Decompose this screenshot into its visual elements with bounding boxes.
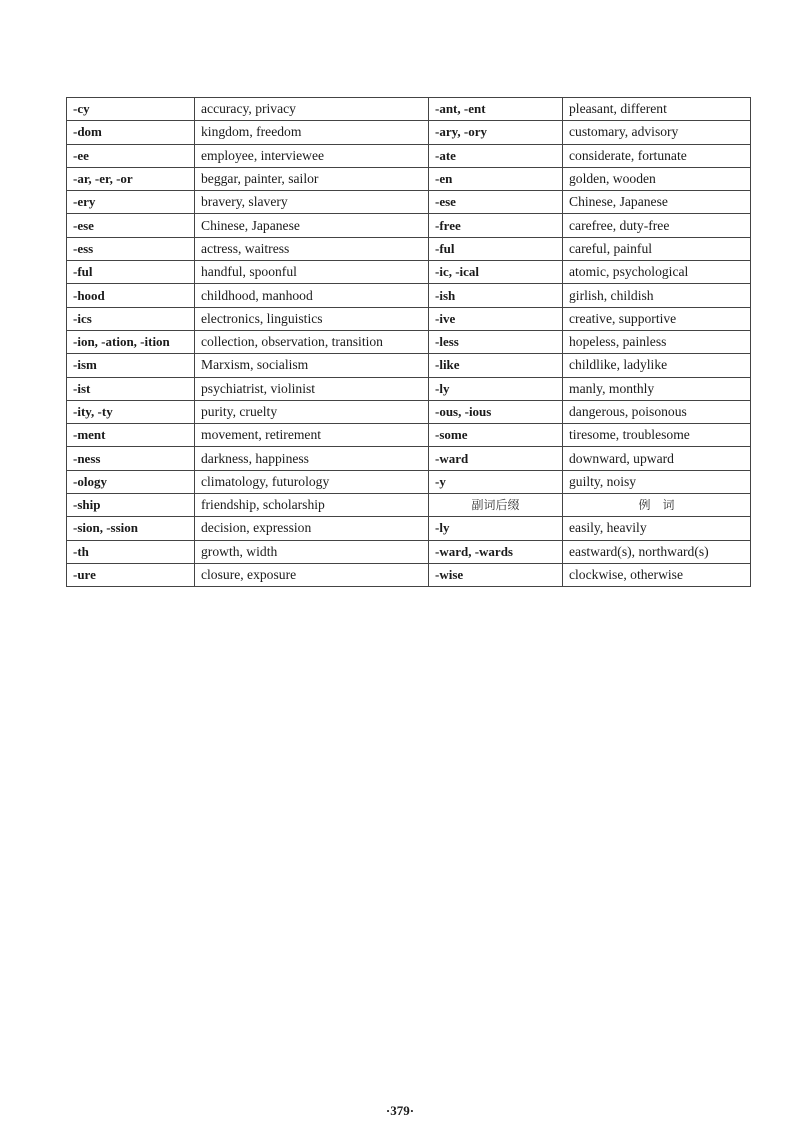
table-row xyxy=(67,330,751,353)
table-row xyxy=(67,214,751,237)
adjective-example-cell: careful, painful xyxy=(563,237,751,260)
adjective-suffix-cell: -less xyxy=(429,330,563,353)
adjective-example-cell: golden, wooden xyxy=(563,167,751,190)
table-row xyxy=(67,377,751,400)
page-number: ·379· xyxy=(385,1103,415,1118)
noun-suffix-cell: -dom xyxy=(67,121,195,144)
table-row xyxy=(67,167,751,190)
noun-example-cell: collection, observation, transition xyxy=(195,330,429,353)
noun-example-cell: employee, interviewee xyxy=(195,144,429,167)
adjective-suffix-cell: -some xyxy=(429,424,563,447)
suffix-table xyxy=(66,97,751,587)
table-row xyxy=(67,424,751,447)
noun-example-cell: Chinese, Japanese xyxy=(195,214,429,237)
noun-suffix-cell: -ness xyxy=(67,447,195,470)
noun-example-cell: psychiatrist, violinist xyxy=(195,377,429,400)
adjective-suffix-cell: -ish xyxy=(429,284,563,307)
table-row xyxy=(67,191,751,214)
table-row xyxy=(67,261,751,284)
adjective-suffix-cell: -ous, -ious xyxy=(429,400,563,423)
noun-suffix-cell: -ist xyxy=(67,377,195,400)
adverb-suffix-header: 副词后缀 xyxy=(429,494,563,517)
adjective-example-cell: eastward(s), northward(s) xyxy=(563,540,751,563)
noun-example-cell: accuracy, privacy xyxy=(195,98,429,121)
noun-suffix-cell: -ion, -ation, -ition xyxy=(67,330,195,353)
table-row xyxy=(67,447,751,470)
noun-example-cell: movement, retirement xyxy=(195,424,429,447)
adjective-suffix-cell: -ward, -wards xyxy=(429,540,563,563)
adjective-suffix-cell: -en xyxy=(429,167,563,190)
adjective-suffix-cell: -ful xyxy=(429,237,563,260)
noun-suffix-cell: -ess xyxy=(67,237,195,260)
adjective-example-cell: dangerous, poisonous xyxy=(563,400,751,423)
adjective-suffix-cell: -like xyxy=(429,354,563,377)
table-row xyxy=(67,517,751,540)
noun-example-cell: growth, width xyxy=(195,540,429,563)
noun-example-cell: darkness, happiness xyxy=(195,447,429,470)
noun-suffix-cell: -ship xyxy=(67,494,195,517)
adjective-suffix-cell: -ward xyxy=(429,447,563,470)
noun-suffix-cell: -th xyxy=(67,540,195,563)
adjective-suffix-cell: -ic, -ical xyxy=(429,261,563,284)
table-row xyxy=(67,540,751,563)
table-row xyxy=(67,144,751,167)
adjective-example-cell: clockwise, otherwise xyxy=(563,563,751,586)
table-row xyxy=(67,354,751,377)
adjective-example-cell: guilty, noisy xyxy=(563,470,751,493)
noun-example-cell: purity, cruelty xyxy=(195,400,429,423)
noun-example-cell: electronics, linguistics xyxy=(195,307,429,330)
adjective-example-cell: childlike, ladylike xyxy=(563,354,751,377)
adjective-example-cell: pleasant, different xyxy=(563,98,751,121)
noun-suffix-cell: -hood xyxy=(67,284,195,307)
adjective-example-cell: hopeless, painless xyxy=(563,330,751,353)
table-row xyxy=(67,494,751,517)
adjective-suffix-cell: -wise xyxy=(429,563,563,586)
example-words-header: 例 词 xyxy=(563,494,751,517)
noun-example-cell: kingdom, freedom xyxy=(195,121,429,144)
noun-suffix-cell: -ology xyxy=(67,470,195,493)
adjective-suffix-cell: -ant, -ent xyxy=(429,98,563,121)
noun-example-cell: friendship, scholarship xyxy=(195,494,429,517)
adjective-example-cell: girlish, childish xyxy=(563,284,751,307)
noun-example-cell: Marxism, socialism xyxy=(195,354,429,377)
noun-suffix-cell: -ism xyxy=(67,354,195,377)
adjective-suffix-cell: -ary, -ory xyxy=(429,121,563,144)
table-row xyxy=(67,284,751,307)
noun-suffix-cell: -ment xyxy=(67,424,195,447)
noun-example-cell: childhood, manhood xyxy=(195,284,429,307)
noun-example-cell: actress, waitress xyxy=(195,237,429,260)
adjective-example-cell: considerate, fortunate xyxy=(563,144,751,167)
noun-suffix-cell: -ese xyxy=(67,214,195,237)
noun-example-cell: handful, spoonful xyxy=(195,261,429,284)
noun-example-cell: decision, expression xyxy=(195,517,429,540)
noun-suffix-cell: -ity, -ty xyxy=(67,400,195,423)
noun-example-cell: bravery, slavery xyxy=(195,191,429,214)
adjective-example-cell: creative, supportive xyxy=(563,307,751,330)
noun-example-cell: closure, exposure xyxy=(195,563,429,586)
noun-suffix-cell: -ar, -er, -or xyxy=(67,167,195,190)
noun-example-cell: beggar, painter, sailor xyxy=(195,167,429,190)
adjective-example-cell: manly, monthly xyxy=(563,377,751,400)
adjective-example-cell: tiresome, troublesome xyxy=(563,424,751,447)
adjective-suffix-cell: -ate xyxy=(429,144,563,167)
adjective-example-cell: carefree, duty-free xyxy=(563,214,751,237)
adjective-suffix-cell: -ese xyxy=(429,191,563,214)
adjective-suffix-cell: -ly xyxy=(429,377,563,400)
noun-suffix-cell: -ful xyxy=(67,261,195,284)
suffix-table-body xyxy=(67,98,751,587)
adjective-example-cell: customary, advisory xyxy=(563,121,751,144)
adjective-suffix-cell: -free xyxy=(429,214,563,237)
table-row xyxy=(67,400,751,423)
noun-suffix-cell: -ee xyxy=(67,144,195,167)
noun-suffix-cell: -cy xyxy=(67,98,195,121)
table-row xyxy=(67,563,751,586)
noun-suffix-cell: -ery xyxy=(67,191,195,214)
noun-suffix-cell: -ure xyxy=(67,563,195,586)
adjective-example-cell: easily, heavily xyxy=(563,517,751,540)
noun-suffix-cell: -ics xyxy=(67,307,195,330)
adjective-example-cell: atomic, psychological xyxy=(563,261,751,284)
noun-suffix-cell: -sion, -ssion xyxy=(67,517,195,540)
adjective-example-cell: downward, upward xyxy=(563,447,751,470)
table-row xyxy=(67,307,751,330)
table-row xyxy=(67,470,751,493)
table-row xyxy=(67,237,751,260)
table-row xyxy=(67,98,751,121)
adjective-example-cell: Chinese, Japanese xyxy=(563,191,751,214)
table-row xyxy=(67,121,751,144)
adjective-suffix-cell: -ly xyxy=(429,517,563,540)
noun-example-cell: climatology, futurology xyxy=(195,470,429,493)
adjective-suffix-cell: -y xyxy=(429,470,563,493)
adjective-suffix-cell: -ive xyxy=(429,307,563,330)
